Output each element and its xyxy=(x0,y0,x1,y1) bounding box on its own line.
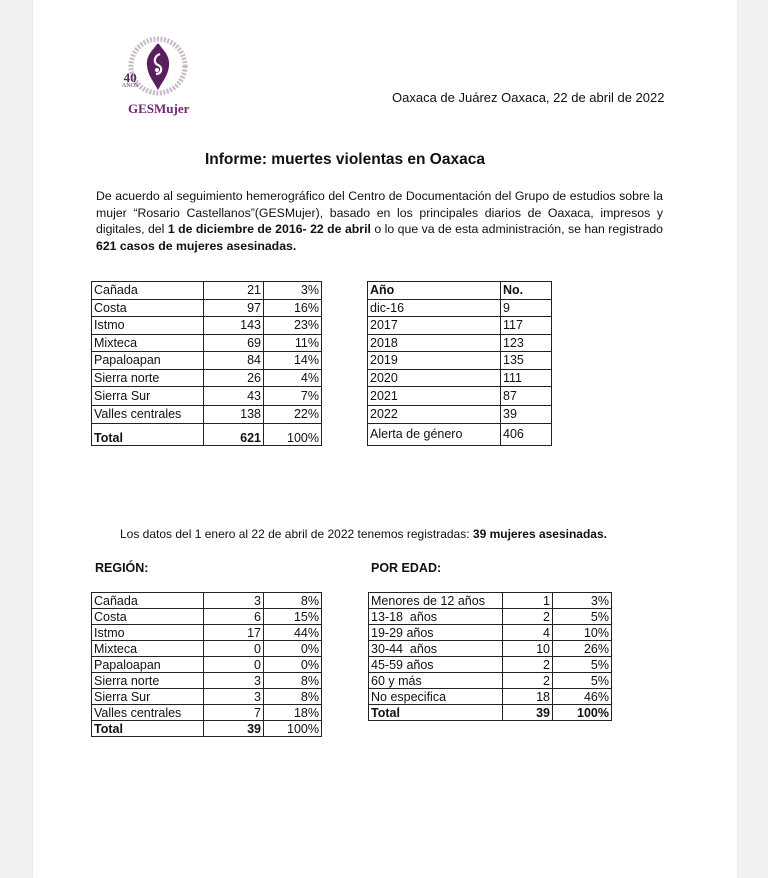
table-row xyxy=(92,334,322,352)
pct-cell: 7% xyxy=(264,387,322,406)
total-count: 39 xyxy=(503,705,553,721)
table-row xyxy=(369,657,612,673)
pct-cell: 4% xyxy=(264,369,322,387)
year-cell: 2022 xyxy=(368,406,501,424)
region-section-header: REGIÓN: xyxy=(95,561,149,575)
table-row xyxy=(369,609,612,625)
table-header-row xyxy=(368,282,552,300)
count-cell: 2 xyxy=(503,657,553,673)
region-2022-table xyxy=(91,592,322,737)
table-row xyxy=(369,625,612,641)
table-row xyxy=(92,352,322,370)
anniversary-label: AÑOS xyxy=(122,83,139,89)
count-cell: 26 xyxy=(204,369,264,387)
pct-cell: 44% xyxy=(264,625,322,641)
table-row xyxy=(92,673,322,689)
age-2022-table xyxy=(368,592,612,721)
subtitle-text: Los datos del 1 enero al 22 de abril de 2022 tenemos registradas: xyxy=(120,527,473,541)
pct-cell: 8% xyxy=(264,673,322,689)
table-row xyxy=(92,369,322,387)
region-total-table xyxy=(91,281,322,446)
region-cell: Sierra Sur xyxy=(92,387,204,406)
subtitle-2022 xyxy=(120,527,607,541)
count-cell: 3 xyxy=(204,689,264,705)
pct-cell: 22% xyxy=(264,406,322,424)
total-pct: 100% xyxy=(264,721,322,737)
age-cell: 30-44 años xyxy=(369,641,503,657)
table-row xyxy=(368,406,552,424)
count-cell: 97 xyxy=(204,299,264,317)
subtitle-total: 39 mujeres asesinadas. xyxy=(472,527,607,541)
table-row xyxy=(368,299,552,317)
table-row xyxy=(368,317,552,335)
pct-cell: 14% xyxy=(264,352,322,370)
count-cell: 7 xyxy=(204,705,264,721)
pct-cell: 8% xyxy=(264,689,322,705)
total-label: Total xyxy=(92,721,204,737)
region-cell: Cañada xyxy=(92,282,204,300)
intro-text: o lo que va de esta administración, se han registrado xyxy=(370,222,663,236)
table-row xyxy=(369,641,612,657)
count-cell: 43 xyxy=(204,387,264,406)
pct-cell: 15% xyxy=(264,609,322,625)
pct-cell: 5% xyxy=(553,657,612,673)
table-row xyxy=(92,609,322,625)
count-cell: 117 xyxy=(501,317,552,335)
region-cell: Valles centrales xyxy=(92,406,204,424)
count-cell: 3 xyxy=(204,593,264,609)
table-row xyxy=(369,673,612,689)
place-date: Oaxaca de Juárez Oaxaca, 22 de abril de 2022 xyxy=(392,90,665,105)
count-header: No. xyxy=(501,282,552,300)
intro-date-range: 1 de diciembre de 2016- 22 de abril xyxy=(167,222,371,236)
count-cell: 6 xyxy=(204,609,264,625)
gesmujer-logo xyxy=(112,36,198,120)
count-cell: 39 xyxy=(501,406,552,424)
logo-emblem-icon xyxy=(112,36,198,102)
table-row xyxy=(92,641,322,657)
count-cell: 135 xyxy=(501,352,552,370)
anniversary-badge xyxy=(122,72,138,90)
count-cell: 1 xyxy=(503,593,553,609)
region-cell: Sierra norte xyxy=(92,369,204,387)
intro-text: De acuerdo al seguimiento hemerográfico del Centro de Documentación del Grupo de estudios sobre la mujer “Rosario Castellanos”(GESMujer), basado en los principales diarios de Oaxaca, impresos y digitales, del xyxy=(96,189,663,236)
region-cell: Cañada xyxy=(92,593,204,609)
region-cell: Papaloapan xyxy=(92,657,204,673)
region-cell: Mixteca xyxy=(92,641,204,657)
table-row xyxy=(92,705,322,721)
year-cell: Alerta de género xyxy=(368,423,501,445)
count-cell: 87 xyxy=(501,387,552,406)
region-cell: Valles centrales xyxy=(92,705,204,721)
count-cell: 143 xyxy=(204,317,264,335)
report-title: Informe: muertes violentas en Oaxaca xyxy=(205,151,485,168)
count-cell: 21 xyxy=(204,282,264,300)
year-cell: 2019 xyxy=(368,352,501,370)
total-label: Total xyxy=(92,423,204,445)
count-cell: 406 xyxy=(501,423,552,445)
table-row xyxy=(92,625,322,641)
count-cell: 0 xyxy=(204,641,264,657)
table-row xyxy=(92,317,322,335)
count-cell: 10 xyxy=(503,641,553,657)
year-cell: 2021 xyxy=(368,387,501,406)
region-cell: Istmo xyxy=(92,317,204,335)
table-row xyxy=(368,423,552,445)
pct-cell: 3% xyxy=(553,593,612,609)
table-row xyxy=(369,689,612,705)
age-cell: 13-18 años xyxy=(369,609,503,625)
table-row xyxy=(368,334,552,352)
age-cell: 60 y más xyxy=(369,673,503,689)
pct-cell: 0% xyxy=(264,657,322,673)
year-cell: dic-16 xyxy=(368,299,501,317)
pct-cell: 46% xyxy=(553,689,612,705)
pct-cell: 11% xyxy=(264,334,322,352)
pct-cell: 16% xyxy=(264,299,322,317)
table-row xyxy=(92,657,322,673)
table-row xyxy=(368,352,552,370)
year-table xyxy=(367,281,552,446)
table-row xyxy=(92,299,322,317)
region-cell: Papaloapan xyxy=(92,352,204,370)
count-cell: 69 xyxy=(204,334,264,352)
count-cell: 3 xyxy=(204,673,264,689)
count-cell: 0 xyxy=(204,657,264,673)
region-cell: Sierra Sur xyxy=(92,689,204,705)
total-count: 621 xyxy=(204,423,264,445)
count-cell: 9 xyxy=(501,299,552,317)
pct-cell: 5% xyxy=(553,609,612,625)
age-cell: 45-59 años xyxy=(369,657,503,673)
age-cell: 19-29 años xyxy=(369,625,503,641)
count-cell: 138 xyxy=(204,406,264,424)
pct-cell: 5% xyxy=(553,673,612,689)
org-name: GESMujer xyxy=(128,101,190,116)
pct-cell: 10% xyxy=(553,625,612,641)
count-cell: 2 xyxy=(503,673,553,689)
intro-paragraph xyxy=(96,188,663,254)
year-cell: 2020 xyxy=(368,369,501,387)
total-pct: 100% xyxy=(553,705,612,721)
count-cell: 2 xyxy=(503,609,553,625)
table-row xyxy=(92,689,322,705)
region-cell: Costa xyxy=(92,609,204,625)
pct-cell: 23% xyxy=(264,317,322,335)
region-cell: Istmo xyxy=(92,625,204,641)
count-cell: 4 xyxy=(503,625,553,641)
total-label: Total xyxy=(369,705,503,721)
pct-cell: 8% xyxy=(264,593,322,609)
table-row xyxy=(92,406,322,424)
region-cell: Costa xyxy=(92,299,204,317)
region-cell: Mixteca xyxy=(92,334,204,352)
total-row xyxy=(369,705,612,721)
year-header: Año xyxy=(368,282,501,300)
pct-cell: 3% xyxy=(264,282,322,300)
pct-cell: 18% xyxy=(264,705,322,721)
count-cell: 17 xyxy=(204,625,264,641)
total-pct: 100% xyxy=(264,423,322,445)
year-cell: 2018 xyxy=(368,334,501,352)
age-cell: No especifica xyxy=(369,689,503,705)
table-row xyxy=(368,387,552,406)
anniversary-number: 40 xyxy=(123,70,137,85)
year-cell: 2017 xyxy=(368,317,501,335)
total-count: 39 xyxy=(204,721,264,737)
age-section-header: POR EDAD: xyxy=(371,561,442,575)
pct-cell: 0% xyxy=(264,641,322,657)
table-row xyxy=(368,369,552,387)
pct-cell: 26% xyxy=(553,641,612,657)
count-cell: 123 xyxy=(501,334,552,352)
table-row xyxy=(369,593,612,609)
intro-total-cases: 621 casos de mujeres asesinadas. xyxy=(96,238,297,253)
table-row xyxy=(92,387,322,406)
count-cell: 84 xyxy=(204,352,264,370)
count-cell: 111 xyxy=(501,369,552,387)
count-cell: 18 xyxy=(503,689,553,705)
region-cell: Sierra norte xyxy=(92,673,204,689)
total-row xyxy=(92,423,322,445)
total-row xyxy=(92,721,322,737)
table-row xyxy=(92,282,322,300)
table-row xyxy=(92,593,322,609)
age-cell: Menores de 12 años xyxy=(369,593,503,609)
